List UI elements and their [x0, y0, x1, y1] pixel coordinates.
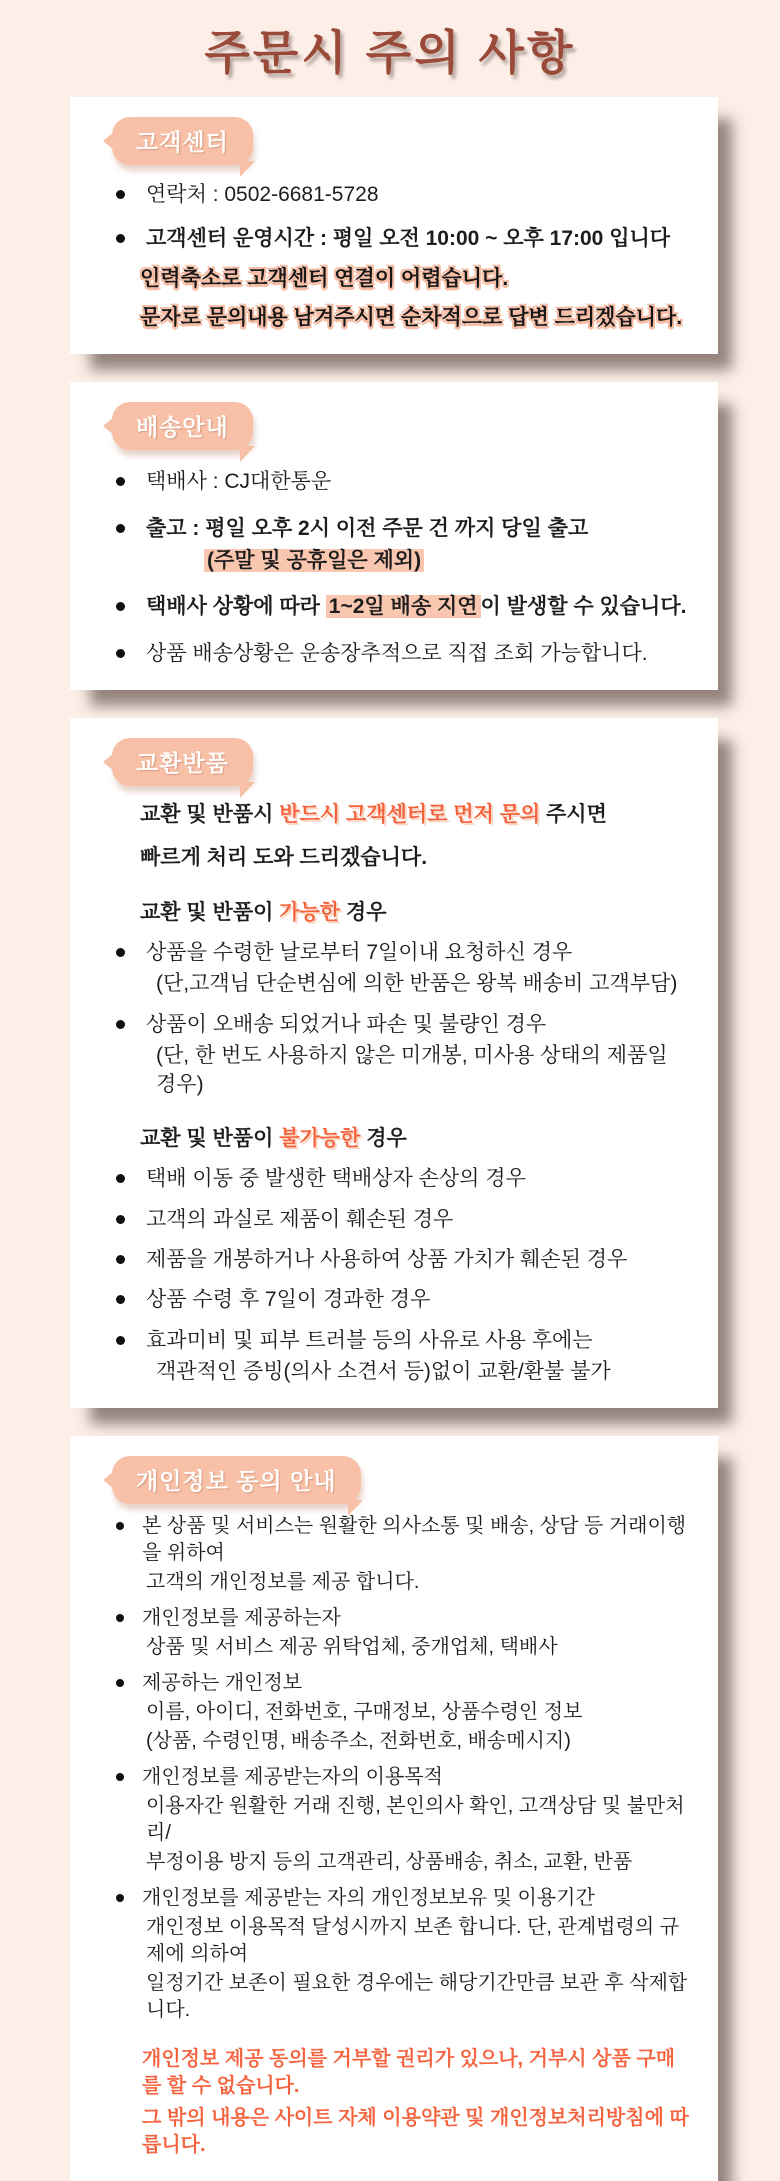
notice-line — [100, 547, 692, 575]
bullet-icon — [116, 1174, 125, 1183]
notice-line — [100, 1011, 692, 1039]
text-segment: 택배사 상황에 따라 — [146, 595, 326, 619]
bullet-icon — [116, 524, 125, 533]
text-segment: 상품을 수령한 날로부터 7일이내 요청하신 경우 — [146, 941, 573, 965]
text-segment: 개인정보를 제공받는 자의 개인정보보유 및 이용기간 — [142, 1887, 595, 1910]
notice-line — [100, 1165, 692, 1193]
notice-line — [100, 1569, 692, 1596]
notice-line — [100, 1914, 692, 1968]
notice-line — [100, 1125, 692, 1153]
bullet-icon — [116, 1295, 125, 1304]
notice-line — [100, 2046, 692, 2100]
notice-line — [100, 899, 692, 927]
text-segment: 이용자간 원활한 거래 진행, 본인의사 확인, 고객상담 및 불만처리/ — [146, 1795, 685, 1845]
text-segment: 제공하는 개인정보 — [142, 1672, 303, 1695]
notice-cards — [0, 97, 780, 2181]
bullet-icon — [116, 190, 125, 199]
text-segment: 교환 및 반품이 — [140, 900, 280, 924]
notice-line — [100, 970, 692, 998]
notice-line — [100, 1849, 692, 1876]
text-segment: 상품이 오배송 되었거나 파손 및 불량인 경우 — [146, 1012, 547, 1036]
text-segment: 개인정보를 제공받는자의 이용목적 — [142, 1766, 443, 1789]
notice-line — [100, 1970, 692, 2024]
notice-line — [100, 801, 692, 829]
bullet-icon — [116, 1215, 125, 1224]
text-segment: 본 상품 및 서비스는 원활한 의사소통 및 배송, 상담 등 거래이행을 위하여 — [142, 1515, 687, 1565]
bullet-icon — [116, 1336, 125, 1345]
notice-line — [100, 844, 692, 872]
badge-shipping-info: 배송안내 — [112, 402, 253, 450]
notice-line — [100, 2105, 692, 2159]
text-segment: 택배사 : CJ대한통운 — [146, 470, 332, 494]
notice-line — [100, 1764, 692, 1791]
card-shipping-info — [70, 382, 718, 690]
badge-exchange-return: 교환반품 — [112, 738, 253, 786]
text-segment: 제품을 개봉하거나 사용하여 상품 가치가 훼손된 경우 — [146, 1247, 628, 1271]
text-segment: 1~2일 배송 지연 — [326, 595, 481, 618]
notice-line — [100, 265, 692, 293]
text-segment: 부정이용 방지 등의 고객관리, 상품배송, 취소, 교환, 반품 — [146, 1851, 633, 1874]
notice-line — [100, 468, 692, 496]
text-segment: 반드시 고객센터로 먼저 문의 — [279, 803, 541, 827]
bullet-icon — [116, 1522, 124, 1530]
card-exchange-return — [70, 718, 718, 1408]
notice-line — [100, 1042, 692, 1099]
notice-line — [100, 1513, 692, 1567]
text-segment: (주말 및 공휴일은 제외) — [204, 549, 424, 572]
text-segment: 문자로 문의내용 남겨주시면 순차적으로 답변 드리겠습니다. — [140, 306, 683, 330]
bullet-icon — [116, 1894, 124, 1902]
text-segment: 이 발생할 수 있습니다. — [480, 595, 687, 619]
badge-privacy-consent: 개인정보 동의 안내 — [112, 1456, 361, 1504]
text-segment: 교환 및 반품시 — [140, 803, 280, 827]
card-privacy-consent — [70, 1436, 718, 2181]
notice-line — [100, 1246, 692, 1274]
notice-line — [100, 1699, 692, 1726]
bullet-icon — [116, 948, 125, 957]
bullet-icon — [116, 1679, 124, 1687]
notice-line — [100, 1358, 692, 1386]
notice-line — [100, 1728, 692, 1755]
bullet-icon — [116, 1773, 124, 1781]
text-segment: 상품 배송상황은 운송장추적으로 직접 조회 가능합니다. — [146, 641, 648, 665]
text-segment: 빠르게 처리 도와 드리겠습니다. — [140, 846, 428, 870]
text-segment: 가능한 — [279, 900, 341, 924]
text-segment: 개인정보를 제공하는자 — [142, 1607, 341, 1630]
text-segment: 이름, 아이디, 전화번호, 구매정보, 상품수령인 정보 — [146, 1701, 583, 1724]
page-title: 주문시 주의 사항 — [204, 26, 576, 79]
notice-line — [100, 939, 692, 967]
text-segment: 개인정보 이용목적 달성시까지 보존 합니다. 단, 관계법령의 규제에 의하여 — [146, 1916, 680, 1966]
text-segment: 경우 — [340, 900, 387, 924]
bullet-icon — [116, 477, 125, 486]
text-segment: (상품, 수령인명, 배송주소, 전화번호, 배송메시지) — [146, 1730, 571, 1753]
notice-line — [100, 640, 692, 668]
notice-line — [100, 1327, 692, 1355]
text-segment: 인력축소로 고객센터 연결이 어렵습니다. — [140, 266, 509, 290]
card-customer-center — [70, 97, 718, 354]
bullet-icon — [116, 602, 125, 611]
text-segment: 주시면 — [540, 803, 607, 827]
notice-line — [100, 1885, 692, 1912]
text-segment: 고객의 개인정보를 제공 합니다. — [146, 1571, 420, 1594]
notice-line — [100, 304, 692, 332]
text-segment: 일정기간 보존이 필요한 경우에는 해당기간만큼 보관 후 삭제합니다. — [146, 1972, 688, 2022]
text-segment: 연락처 : 0502-6681-5728 — [146, 183, 379, 206]
notice-line — [100, 1206, 692, 1234]
badge-customer-center: 고객센터 — [112, 117, 253, 165]
text-segment: 출고 : 평일 오후 2시 이전 주문 건 까지 당일 출고 — [146, 516, 589, 540]
text-segment: 효과미비 및 피부 트러블 등의 사유로 사용 후에는 — [146, 1328, 593, 1352]
text-segment: (단,고객님 단순변심에 의한 반품은 왕복 배송비 고객부담) — [156, 972, 678, 996]
notice-line — [100, 1670, 692, 1697]
text-segment: 객관적인 증빙(의사 소견서 등)없이 교환/환불 불가 — [156, 1359, 611, 1383]
text-segment: 교환 및 반품이 — [140, 1126, 280, 1150]
text-segment: 그 밖의 내용은 사이트 자체 이용약관 및 개인정보처리방침에 따릅니다. — [142, 2107, 689, 2157]
notice-line — [100, 1605, 692, 1632]
notice-line — [100, 225, 692, 253]
text-segment: 경우 — [360, 1126, 407, 1150]
text-segment: 상품 수령 후 7일이 경과한 경우 — [146, 1288, 431, 1312]
bullet-icon — [116, 1020, 125, 1029]
notice-line — [100, 181, 692, 209]
bullet-icon — [116, 649, 125, 658]
text-segment: 고객센터 운영시간 : 평일 오전 10:00 ~ 오후 17:00 입니다 — [146, 227, 671, 251]
text-segment: 상품 및 서비스 제공 위탁업체, 중개업체, 택배사 — [146, 1636, 558, 1659]
text-segment: (단, 한 번도 사용하지 않은 미개봉, 미사용 상태의 제품일 경우) — [156, 1044, 668, 1096]
notice-line — [100, 593, 692, 621]
notice-line — [100, 515, 692, 543]
text-segment: 불가능한 — [279, 1126, 361, 1150]
text-segment: 택배 이동 중 발생한 택배상자 손상의 경우 — [146, 1167, 526, 1191]
bullet-icon — [116, 1614, 124, 1622]
notice-line — [100, 1286, 692, 1314]
notice-line — [100, 1793, 692, 1847]
notice-line — [100, 1634, 692, 1661]
text-segment: 고객의 과실로 제품이 훼손된 경우 — [146, 1207, 454, 1231]
bullet-icon — [116, 234, 125, 243]
bullet-icon — [116, 1255, 125, 1264]
text-segment: 개인정보 제공 동의를 거부할 권리가 있으나, 거부시 상품 구매를 할 수 없습니다. — [142, 2048, 676, 2098]
